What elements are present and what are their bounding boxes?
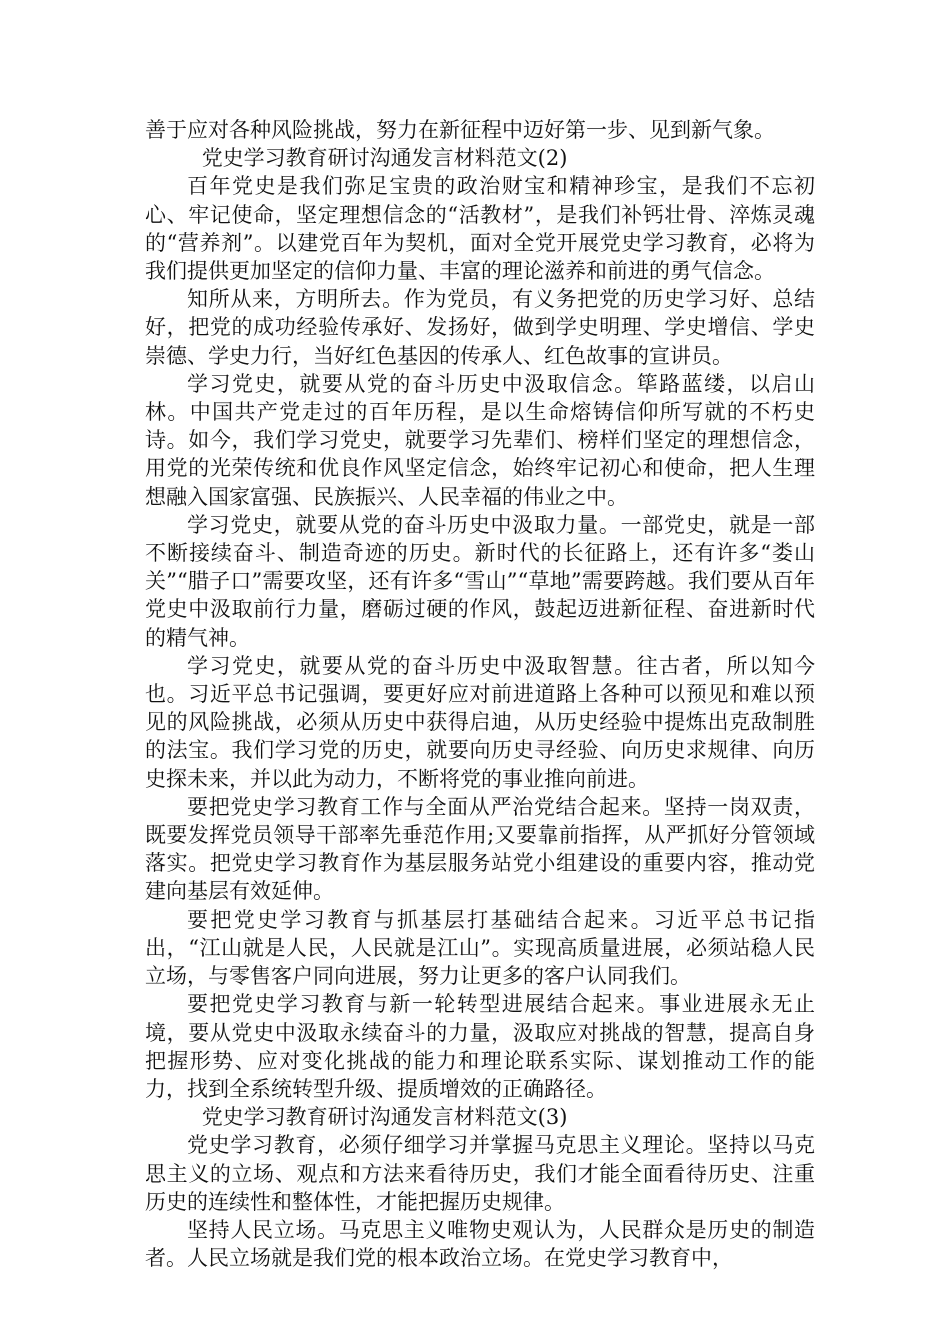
- paragraph: 坚持人民立场。马克思主义唯物史观认为，人民群众是历史的制造者。人民立场就是我们党的根本政治立场。在党史学习教育中，: [145, 1217, 815, 1271]
- paragraph-continuation: 善于应对各种风险挑战，努力在新征程中迈好第一步、见到新气象。: [145, 118, 775, 142]
- section-title-3: 党史学习教育研讨沟通发言材料范文(3): [201, 1105, 568, 1130]
- paragraph: 百年党史是我们弥足宝贵的政治财宝和精神珍宝，是我们不忘初心、牢记使命，坚定理想信念的“活教材”，是我们补钙壮骨、淬炼灵魂的“营养剂”。以建党百年为契机，面对全党开展党史学习教育，必将为我们提供更加坚定的信仰力量、丰富的理论滋养和前进的勇气信念。: [145, 174, 815, 284]
- paragraph: 学习党史，就要从党的奋斗历史中汲取力量。一部党史，就是一部不断接续奋斗、制造奇迹的历史。新时代的长征路上，还有许多“娄山关”“腊子口”需要攻坚，还有许多“雪山”“草地”需要跨越。我们要从百年党史中汲取前行力量，磨砺过硬的作风，鼓起迈进新征程、奋进新时代的精气神。: [145, 512, 815, 650]
- paragraph: 党史学习教育，必须仔细学习并掌握马克思主义理论。坚持以马克思主义的立场、观点和方法来看待历史，我们才能全面看待历史、注重历史的连续性和整体性，才能把握历史规律。: [145, 1133, 815, 1214]
- paragraph: 学习党史，就要从党的奋斗历史中汲取智慧。往古者，所以知今也。习近平总书记强调，要更好应对前进道路上各种可以预见和难以预见的风险挑战，必须从历史中获得启迪，从历史经验中提炼出克敌制胜的法宝。我们学习党的历史，就要向历史寻经验、向历史求规律、向历史探未来，并以此为动力，不断将党的事业推向前进。: [145, 653, 815, 791]
- paragraph: 知所从来，方明所去。作为党员，有义务把党的历史学习好、总结好，把党的成功经验传承好、发扬好，做到学史明理、学史增信、学史崇德、学史力行，当好红色基因的传承人、红色故事的宣讲员。: [145, 287, 815, 368]
- paragraph: 要把党史学习教育工作与全面从严治党结合起来。坚持一岗双责，既要发挥党员领导干部率先垂范作用;又要靠前指挥，从严抓好分管领域落实。把党史学习教育作为基层服务站党小组建设的重要内容，推动党建向基层有效延伸。: [145, 794, 815, 904]
- paragraph: 要把党史学习教育与抓基层打基础结合起来。习近平总书记指出，“江山就是人民，人民就是江山”。实现高质量进展，必须站稳人民立场，与零售客户同向进展，努力让更多的客户认同我们。: [145, 907, 815, 989]
- paragraph: 要把党史学习教育与新一轮转型进展结合起来。事业进展永无止境，要从党史中汲取永续奋斗的力量，汲取应对挑战的智慧，提高自身把握形势、应对变化挑战的能力和理论联系实际、谋划推动工作的能力，找到全系统转型升级、提质增效的正确路径。: [145, 992, 815, 1101]
- document-body: [145, 116, 815, 1272]
- section-title-2: 党史学习教育研讨沟通发言材料范文(2): [201, 146, 568, 171]
- paragraph: 学习党史，就要从党的奋斗历史中汲取信念。筚路蓝缕，以启山林。中国共产党走过的百年历程，是以生命熔铸信仰所写就的不朽史诗。如今，我们学习党史，就要学习先辈们、榜样们坚定的理想信念，用党的光荣传统和优良作风坚定信念，始终牢记初心和使命，把人生理想融入国家富强、民族振兴、人民幸福的伟业之中。: [145, 371, 815, 509]
